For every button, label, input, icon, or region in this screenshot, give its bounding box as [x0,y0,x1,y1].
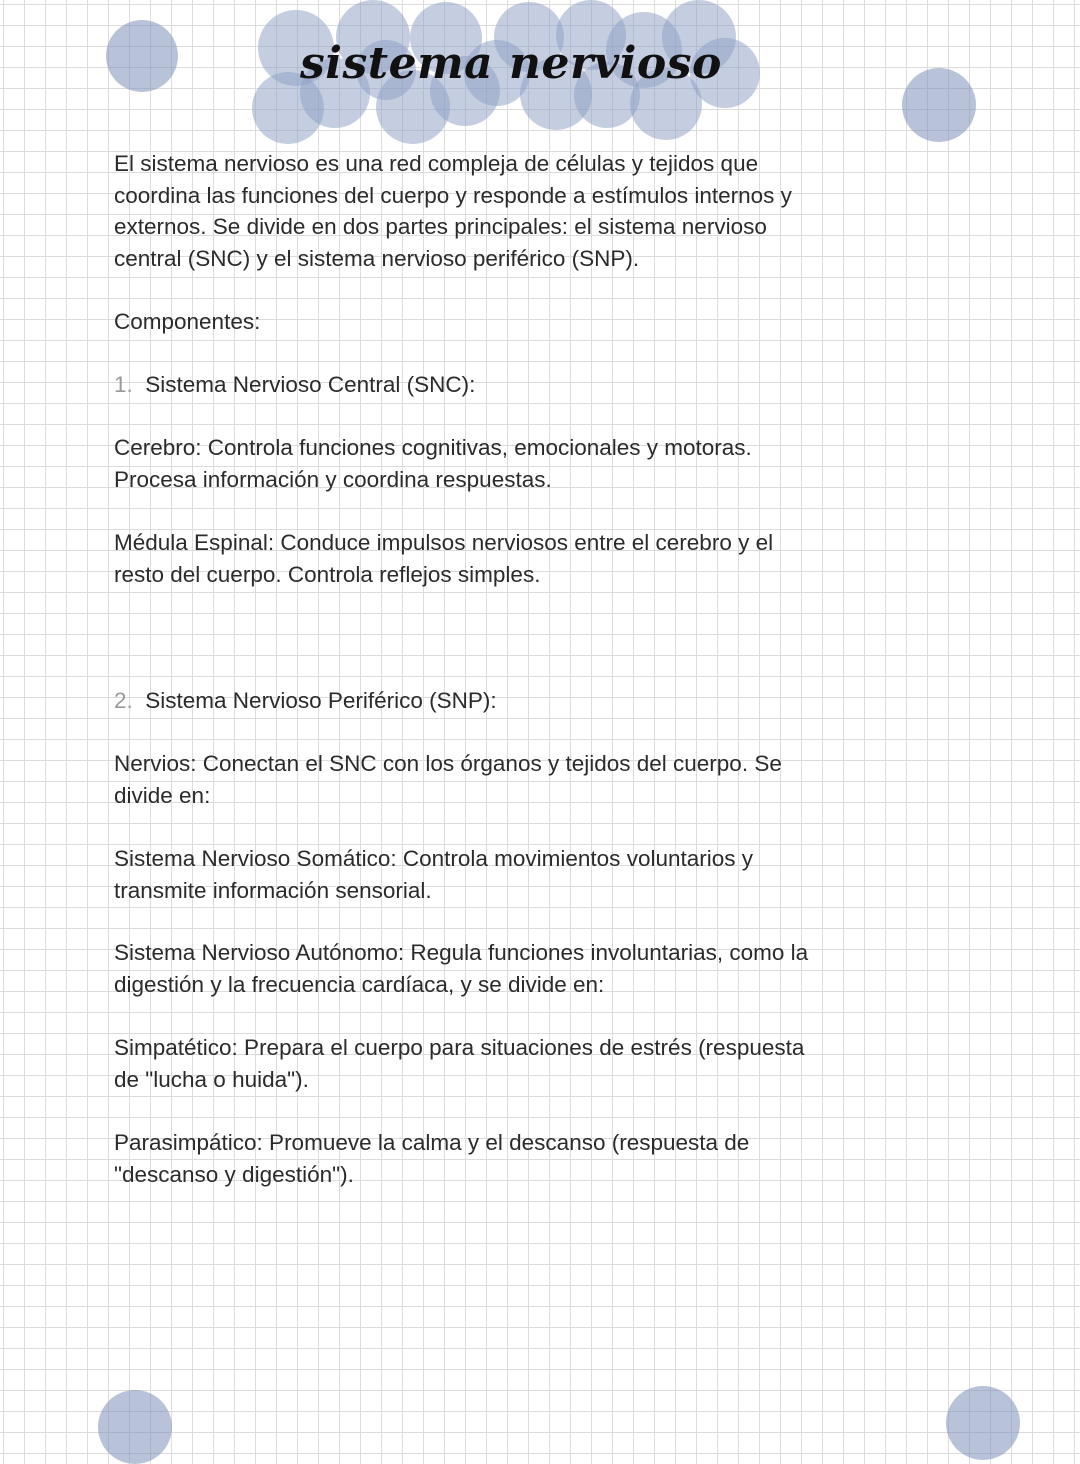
autonomo-paragraph [114,937,894,1000]
cerebro-line: Procesa información y coordina respuestas. [114,466,552,492]
decorative-dot-bottom-left [98,1390,172,1464]
nervios-line: Nervios: Conectan el SNC con los órganos y tejidos del cuerpo. Se [114,751,782,776]
cerebro-paragraph [114,432,894,495]
nervios-line: divide en: [114,782,211,808]
simpatetico-line: de "lucha o huida"). [114,1066,309,1092]
medula-line: resto del cuerpo. Controla reflejos simples. [114,561,541,587]
snp-heading [114,685,894,717]
decorative-dot-bottom-right [946,1386,1020,1460]
somatico-line: Sistema Nervioso Somático: Controla movimientos voluntarios y [114,846,753,871]
medula-paragraph [114,527,894,590]
intro-line: El sistema nervioso es una red compleja de células y tejidos que [114,151,759,176]
somatico-paragraph [114,843,894,906]
somatico-line: transmite información sensorial. [114,877,432,903]
simpatetico-line: Simpatético: Prepara el cuerpo para situaciones de estrés (respuesta [114,1035,805,1060]
intro-line: coordina las funciones del cuerpo y responde a estímulos internos y [114,182,792,208]
intro-line: central (SNC) y el sistema nervioso periférico (SNP). [114,245,640,271]
components-heading: Componentes: [114,309,261,334]
snc-heading-label: Sistema Nervioso Central (SNC): [145,372,476,397]
snp-number: 2. [114,688,133,713]
cerebro-line: Cerebro: Controla funciones cognitivas, emocionales y motoras. [114,435,752,460]
simpatetico-paragraph [114,1032,894,1095]
page-title: sistema nervioso [300,38,722,89]
nervios-paragraph [114,748,894,811]
snp-heading-label: Sistema Nervioso Periférico (SNP): [145,688,497,713]
intro-line: externos. Se divide en dos partes principales: el sistema nervioso [114,214,767,239]
snc-number: 1. [114,372,133,397]
intro-paragraph [114,148,894,274]
parasimpatico-line: "descanso y digestión"). [114,1161,354,1187]
autonomo-line: digestión y la frecuencia cardíaca, y se divide en: [114,971,605,997]
parasimpatico-line: Parasimpático: Promueve la calma y el descanso (respuesta de [114,1130,750,1155]
autonomo-line: Sistema Nervioso Autónomo: Regula funciones involuntarias, como la [114,940,809,965]
snc-heading [114,369,894,401]
parasimpatico-paragraph [114,1127,894,1190]
medula-line: Médula Espinal: Conduce impulsos nerviosos entre el cerebro y el [114,530,774,555]
